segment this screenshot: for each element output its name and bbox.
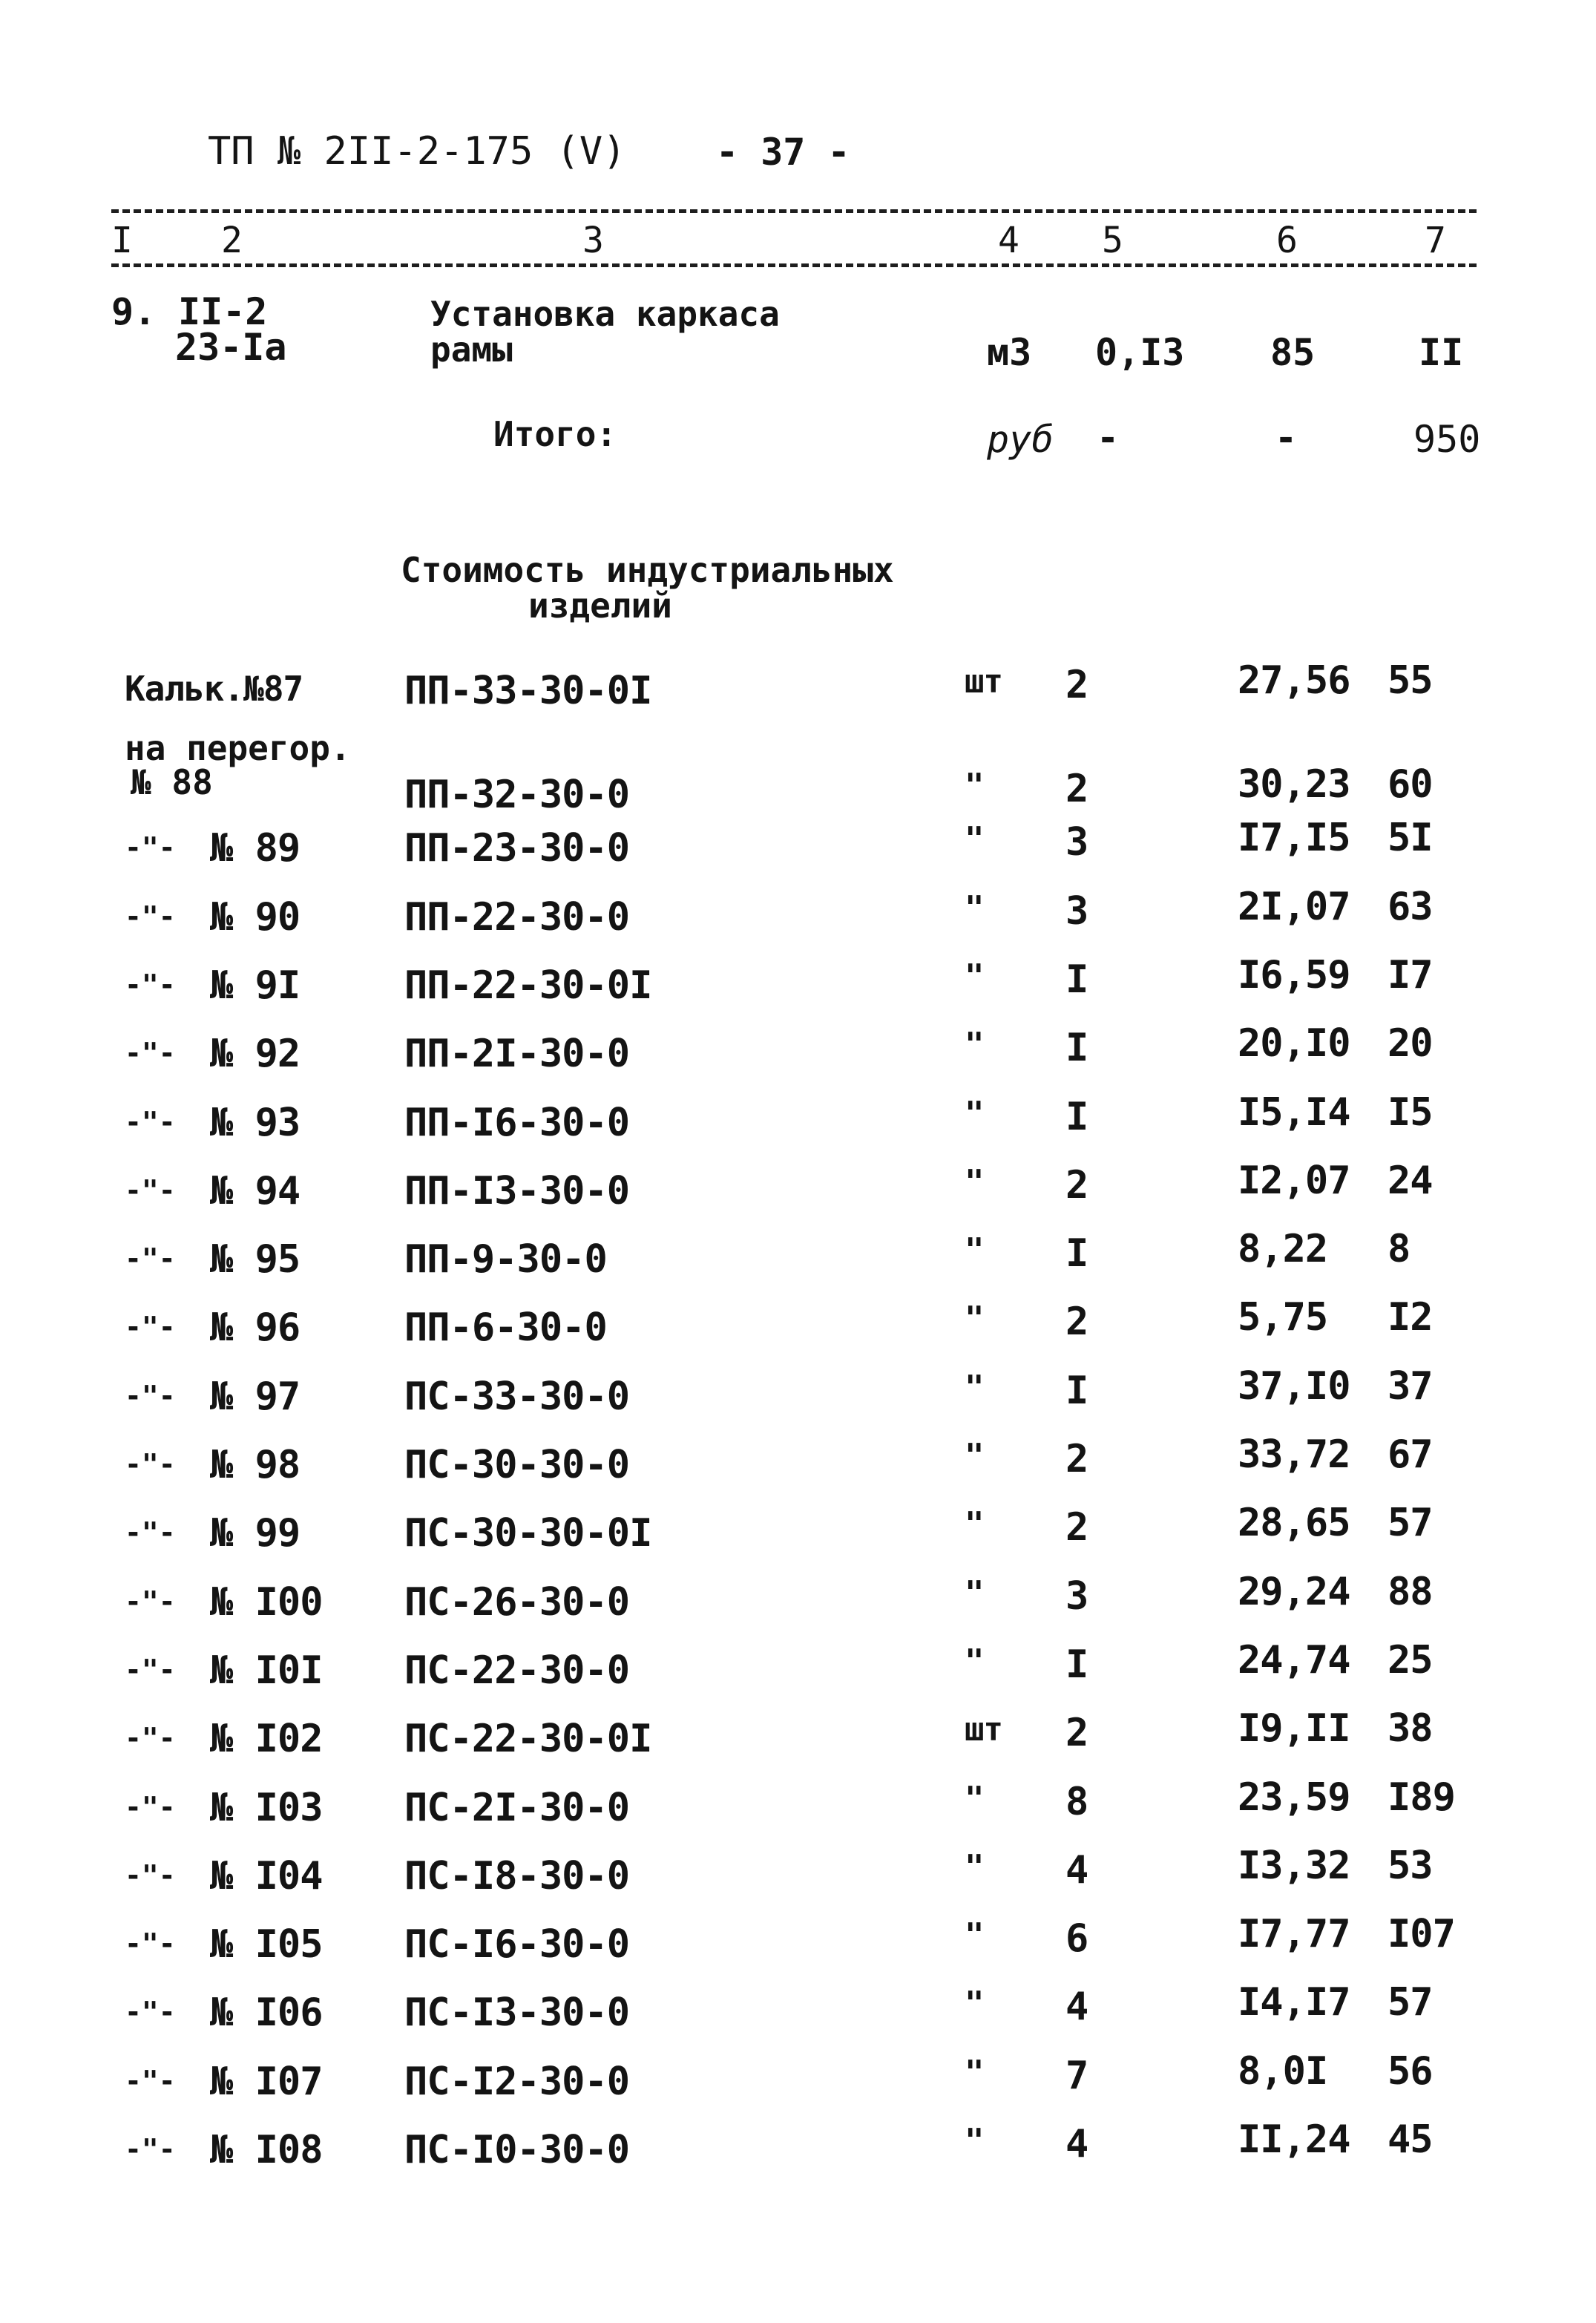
item-price: 2I,07 (1238, 884, 1350, 929)
item-price: 29,24 (1238, 1569, 1350, 1614)
item-unit: " (965, 1573, 984, 1612)
item-quantity: 2 (1065, 1437, 1088, 1481)
item-ditto-mark: -"- (125, 1173, 176, 1207)
item-unit: " (965, 1231, 984, 1270)
item-quantity: 4 (1065, 2122, 1088, 2166)
item-ditto-mark: -"- (125, 900, 176, 933)
column-number-1: I (111, 220, 133, 261)
item-unit: шт (965, 663, 1002, 701)
column-number-6: 6 (1276, 220, 1298, 261)
item-ditto-mark: -"- (125, 1858, 176, 1892)
entry-number: 9. (111, 290, 157, 333)
item-price: 33,72 (1238, 1432, 1350, 1477)
item-total: 63 (1388, 884, 1433, 929)
item-total: 57 (1388, 1501, 1433, 1546)
item-total: 60 (1388, 762, 1433, 807)
item-unit: " (965, 1642, 984, 1680)
item-name: ПС-I0-30-0 (404, 2128, 630, 2172)
item-name: ПС-I8-30-0 (404, 1853, 630, 1898)
item-ditto-mark: -"- (125, 1516, 176, 1550)
item-total: 57 (1388, 1980, 1433, 2025)
item-unit: " (965, 1437, 984, 1475)
item-name: ПС-30-30-0I (404, 1511, 652, 1556)
item-unit: " (965, 1368, 984, 1406)
document-reference: ТП № 2II-2-175 (V) (208, 129, 626, 174)
item-total: 53 (1388, 1843, 1433, 1888)
item-unit: " (965, 1026, 984, 1064)
item-price: 30,23 (1238, 762, 1350, 807)
item-price: I9,II (1238, 1706, 1350, 1752)
item-quantity: I (1065, 957, 1088, 1002)
item-reference: на перегор. (125, 728, 351, 768)
item-price: I3,32 (1238, 1843, 1350, 1888)
item-reference: № 93 (210, 1100, 301, 1145)
column-number-7: 7 (1425, 220, 1446, 261)
entry-quantity: 0,I3 (1095, 331, 1185, 374)
item-name: ПС-2I-30-0 (404, 1785, 630, 1830)
item-ditto-mark: -"- (125, 1927, 176, 1961)
item-reference: № I05 (210, 1922, 323, 1967)
item-ditto-mark: -"- (125, 1242, 176, 1276)
page-number: - 37 - (716, 131, 850, 174)
item-total: I7 (1388, 952, 1433, 997)
item-ditto-mark: -"- (125, 1311, 176, 1344)
item-unit: шт (965, 1711, 1002, 1749)
summary-quantity: - (1097, 416, 1120, 459)
item-quantity: I (1065, 1368, 1088, 1413)
section-title-line2: изделий (528, 586, 672, 626)
item-reference: № 9I (210, 963, 301, 1008)
item-reference: № 89 (210, 826, 301, 871)
item-price: I7,77 (1238, 1912, 1350, 1957)
item-quantity: 4 (1065, 1985, 1088, 2030)
summary-unit: руб (987, 418, 1054, 461)
item-unit: " (965, 1300, 984, 1338)
item-total: I89 (1388, 1775, 1455, 1820)
item-total: I2 (1388, 1295, 1433, 1340)
column-number-4: 4 (998, 220, 1019, 261)
item-quantity: 3 (1065, 820, 1088, 865)
item-unit: " (965, 767, 984, 805)
item-name: ПП-2I-30-0 (404, 1032, 630, 1077)
item-reference: № 94 (210, 1168, 301, 1213)
header-rule-top (111, 209, 1477, 213)
item-ditto-mark: -"- (125, 1105, 176, 1138)
item-name: ПС-22-30-0I (404, 1717, 652, 1762)
entry-code-line1: II-2 (178, 290, 268, 333)
item-price: I4,I7 (1238, 1980, 1350, 2025)
item-reference: № I08 (210, 2128, 323, 2172)
item-name: ПС-26-30-0 (404, 1579, 630, 1625)
item-unit: " (965, 1505, 984, 1544)
item-name: ПС-I2-30-0 (404, 2059, 630, 2104)
item-price: I7,I5 (1238, 816, 1350, 861)
item-price: I2,07 (1238, 1158, 1350, 1203)
column-number-5: 5 (1102, 220, 1123, 261)
item-total: 56 (1388, 2048, 1433, 2094)
item-total: 67 (1388, 1432, 1433, 1477)
item-reference: № I0I (210, 1648, 323, 1693)
item-reference: № I06 (210, 1991, 323, 2036)
item-quantity: 6 (1065, 1916, 1088, 1962)
item-quantity: I (1065, 1642, 1088, 1687)
header-rule-bottom (111, 263, 1477, 267)
item-price: I6,59 (1238, 952, 1350, 997)
item-reference: Кальк.№87 (125, 669, 303, 709)
item-total: 45 (1388, 2117, 1433, 2162)
item-name: ПС-30-30-0 (404, 1443, 630, 1487)
section-title-line1: Стоимость индустриальных (401, 550, 894, 590)
item-unit: " (965, 957, 984, 995)
item-ditto-mark: -"- (125, 1722, 176, 1755)
item-reference: № 90 (210, 894, 301, 940)
item-unit: " (965, 1162, 984, 1201)
item-quantity: 8 (1065, 1779, 1088, 1824)
item-reference: № I02 (210, 1717, 323, 1762)
item-reference: № 96 (210, 1305, 301, 1351)
item-unit: " (965, 2053, 984, 2091)
item-name: ПП-9-30-0 (404, 1237, 607, 1282)
item-reference: № 97 (210, 1374, 301, 1419)
item-unit: " (965, 1916, 984, 1955)
item-name: ПС-22-30-0 (404, 1648, 630, 1693)
item-quantity: 7 (1065, 2053, 1088, 2098)
item-name: ПП-I3-30-0 (404, 1168, 630, 1213)
item-total: 88 (1388, 1569, 1433, 1614)
item-total: 25 (1388, 1637, 1433, 1683)
item-reference: № I07 (210, 2059, 323, 2104)
item-quantity: 2 (1065, 1711, 1088, 1756)
item-total: I07 (1388, 1912, 1455, 1957)
item-name: ПП-32-30-0 (404, 773, 630, 817)
entry-description-line1: Установка каркаса (430, 294, 780, 334)
summary-total: 950 (1413, 418, 1481, 461)
item-quantity: 3 (1065, 888, 1088, 934)
item-price: 28,65 (1238, 1501, 1350, 1546)
item-total: 8 (1388, 1227, 1411, 1272)
item-ditto-mark: -"- (125, 1996, 176, 2029)
item-ditto-mark: -"- (125, 2064, 176, 2097)
item-name: ПС-I6-30-0 (404, 1922, 630, 1967)
item-total: 37 (1388, 1363, 1433, 1409)
item-unit: " (965, 1985, 984, 2023)
item-total: 20 (1388, 1021, 1433, 1067)
summary-label: Итого: (493, 414, 617, 454)
item-quantity: 2 (1065, 1505, 1088, 1550)
item-price: 27,56 (1238, 658, 1350, 703)
item-name: ПП-I6-30-0 (404, 1100, 630, 1145)
item-unit: " (965, 2122, 984, 2160)
item-quantity: I (1065, 1094, 1088, 1139)
item-quantity: 2 (1065, 1162, 1088, 1208)
item-price: 37,I0 (1238, 1363, 1350, 1409)
item-quantity: 2 (1065, 663, 1088, 707)
item-name: ПП-22-30-0 (404, 894, 630, 940)
item-total: I5 (1388, 1090, 1433, 1135)
item-price: 20,I0 (1238, 1021, 1350, 1067)
entry-description-line2: рамы (430, 330, 513, 370)
item-reference-number: № 88 (131, 762, 213, 802)
item-quantity: 4 (1065, 1847, 1088, 1893)
item-unit: " (965, 1094, 984, 1133)
entry-unit: м3 (987, 331, 1032, 374)
item-quantity: 3 (1065, 1573, 1088, 1619)
item-quantity: I (1065, 1026, 1088, 1071)
item-total: 5I (1388, 816, 1433, 861)
item-quantity: 2 (1065, 1300, 1088, 1345)
column-number-2: 2 (221, 220, 243, 261)
item-price: 24,74 (1238, 1637, 1350, 1683)
summary-price: - (1275, 416, 1298, 459)
item-unit: " (965, 1779, 984, 1818)
item-ditto-mark: -"- (125, 1379, 176, 1412)
item-price: 5,75 (1238, 1295, 1328, 1340)
item-ditto-mark: -"- (125, 831, 176, 865)
item-ditto-mark: -"- (125, 968, 176, 1001)
item-total: 24 (1388, 1158, 1433, 1203)
item-ditto-mark: -"- (125, 1585, 176, 1618)
item-price: I5,I4 (1238, 1090, 1350, 1135)
item-total: 55 (1388, 658, 1433, 703)
item-name: ПП-23-30-0 (404, 826, 630, 871)
item-reference: № 92 (210, 1032, 301, 1077)
item-ditto-mark: -"- (125, 1037, 176, 1070)
item-reference: № 98 (210, 1443, 301, 1487)
entry-total: II (1419, 331, 1464, 374)
item-reference: № 99 (210, 1511, 301, 1556)
item-unit: " (965, 820, 984, 859)
item-price: 8,0I (1238, 2048, 1328, 2094)
item-reference: № I04 (210, 1853, 323, 1898)
item-price: 23,59 (1238, 1775, 1350, 1820)
item-name: ПП-6-30-0 (404, 1305, 607, 1351)
item-quantity: I (1065, 1231, 1088, 1277)
item-total: 38 (1388, 1706, 1433, 1752)
item-reference: № I03 (210, 1785, 323, 1830)
item-quantity: 2 (1065, 767, 1088, 811)
item-reference: № 95 (210, 1237, 301, 1282)
item-reference: № I00 (210, 1579, 323, 1625)
item-ditto-mark: -"- (125, 2133, 176, 2166)
entry-price: 85 (1270, 331, 1316, 374)
item-ditto-mark: -"- (125, 1790, 176, 1824)
item-ditto-mark: -"- (125, 1448, 176, 1481)
item-name: ПП-22-30-0I (404, 963, 652, 1008)
item-unit: " (965, 1847, 984, 1886)
item-name: ПС-I3-30-0 (404, 1991, 630, 2036)
item-unit: " (965, 888, 984, 927)
item-name: ПС-33-30-0 (404, 1374, 630, 1419)
item-price: II,24 (1238, 2117, 1350, 2162)
item-name: ПП-33-30-0I (404, 669, 652, 713)
item-price: 8,22 (1238, 1227, 1328, 1272)
column-number-3: 3 (582, 220, 604, 261)
item-ditto-mark: -"- (125, 1653, 176, 1686)
entry-code-line2: 23-Iа (175, 326, 287, 369)
